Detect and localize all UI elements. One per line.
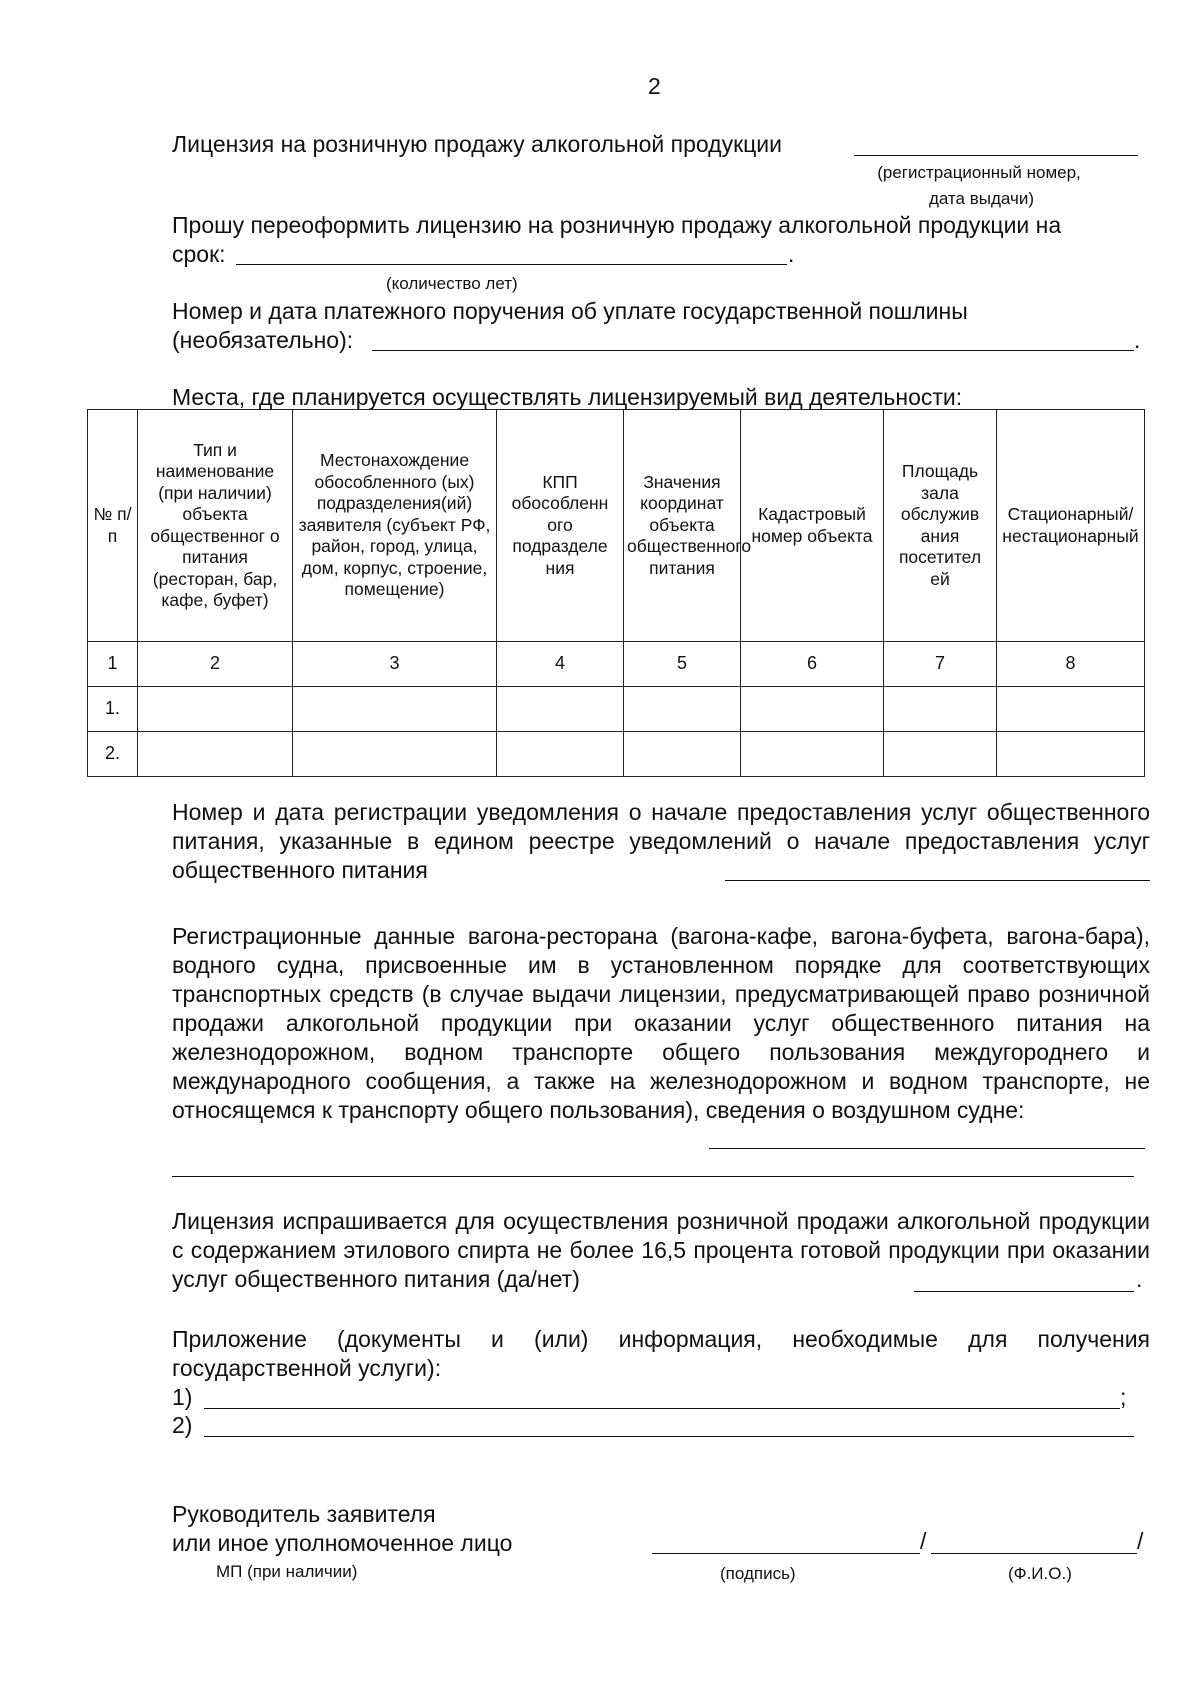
row-number: 2. bbox=[88, 732, 138, 777]
table-row bbox=[88, 687, 1145, 732]
notification-text: Номер и дата регистрации уведомления о начале предоставления услуг общественного питания, указанные в едином реестре уведомлений о начале предоставления услуг общественного питания bbox=[172, 799, 1150, 883]
full-name-hint: (Ф.И.О.) bbox=[1008, 1564, 1072, 1583]
signature-field[interactable] bbox=[652, 1553, 920, 1554]
column-header: КПП обособленн ого подразделе ния bbox=[497, 410, 624, 642]
attachment-1-label: 1) bbox=[172, 1384, 193, 1410]
full-name-field[interactable] bbox=[931, 1553, 1137, 1554]
registration-field-extra[interactable] bbox=[172, 1176, 1134, 1177]
column-header: Тип и наименование (при наличии) объекта общественног о питания (ресторан, бар, кафе, буфет) bbox=[138, 410, 293, 642]
table-cell[interactable] bbox=[997, 687, 1145, 732]
notification-field[interactable] bbox=[725, 880, 1150, 881]
attachment-1-end: ; bbox=[1120, 1384, 1127, 1410]
payment-end: . bbox=[1134, 327, 1141, 353]
column-number: 5 bbox=[624, 642, 741, 687]
table-cell[interactable] bbox=[293, 732, 497, 777]
alcohol-end: . bbox=[1136, 1266, 1143, 1292]
column-number: 4 bbox=[497, 642, 624, 687]
alcohol-text: Лицензия испрашивается для осуществления розничной продажи алкогольной продукции с содержанием этилового спирта не более 16,5 процента готовой продукции при оказании услуг общественного питания (да/нет) bbox=[172, 1208, 1150, 1292]
stamp-label: МП (при наличии) bbox=[216, 1562, 358, 1581]
table-cell[interactable] bbox=[997, 732, 1145, 777]
table-cell[interactable] bbox=[138, 687, 293, 732]
attachments-text: Приложение (документы и (или) информация, необходимые для получения государственной услуги): bbox=[172, 1326, 1150, 1381]
license-hint-2: дата выдачи) bbox=[928, 189, 1034, 208]
column-header: Площадь зала обслужив ания посетител ей bbox=[884, 410, 997, 642]
attachment-1-field[interactable] bbox=[204, 1408, 1120, 1409]
slash-1: / bbox=[920, 1528, 927, 1554]
column-header: Стационарный/ нестационарный bbox=[997, 410, 1145, 642]
term-field[interactable] bbox=[236, 264, 787, 265]
table-cell[interactable] bbox=[884, 687, 997, 732]
term-hint: (количество лет) bbox=[386, 274, 518, 293]
table-cell[interactable] bbox=[497, 732, 624, 777]
table-cell[interactable] bbox=[624, 687, 741, 732]
table-cell[interactable] bbox=[624, 732, 741, 777]
column-number: 7 bbox=[884, 642, 997, 687]
column-header: Местонахождение обособленного (ых) подразделения(ий) заявителя (субъект РФ, район, город, улица, дом, корпус, строение, помещение) bbox=[293, 410, 497, 642]
signature-hint: (подпись) bbox=[720, 1564, 796, 1583]
attachment-2-field[interactable] bbox=[204, 1436, 1134, 1437]
table-cell[interactable] bbox=[741, 687, 884, 732]
column-number: 8 bbox=[997, 642, 1145, 687]
registration-field[interactable] bbox=[709, 1148, 1145, 1149]
attachment-2-label: 2) bbox=[172, 1412, 193, 1438]
column-header: № п/п bbox=[88, 410, 138, 642]
payment-field[interactable] bbox=[372, 350, 1134, 351]
signer-line-2: или иное уполномоченное лицо bbox=[172, 1530, 513, 1556]
payment-text: Номер и дата платежного поручения об уплате государственной пошлины bbox=[172, 298, 968, 324]
column-number-row bbox=[88, 642, 1145, 687]
table-cell[interactable] bbox=[497, 687, 624, 732]
places-heading: Места, где планируется осуществлять лицензируемый вид деятельности: bbox=[172, 384, 963, 410]
registration-text: Регистрационные данные вагона-ресторана (вагона-кафе, вагона-буфета, вагона-бара), водного судна, присвоенные им в установленном порядке для соответствующих транспортных средств (в случае выдачи лицензии, предусматривающей право розничной продажи алкогольной продукции при оказании услуг общественного питания на железнодорожном, водном транспорте общего пользования междугороднего и международного сообщения, а также на железнодорожном и водном транспорте, не относящемся к транспорту общего пользования), сведения о воздушном судне: bbox=[172, 923, 1150, 1123]
column-number: 2 bbox=[138, 642, 293, 687]
payment-optional-label: (необязательно): bbox=[172, 327, 354, 353]
license-hint-1: (регистрационный номер, bbox=[877, 163, 1081, 182]
table-row bbox=[88, 732, 1145, 777]
term-end: . bbox=[788, 241, 795, 267]
signer-line-1: Руководитель заявителя bbox=[172, 1501, 436, 1527]
column-number: 6 bbox=[741, 642, 884, 687]
row-number: 1. bbox=[88, 687, 138, 732]
table-cell[interactable] bbox=[138, 732, 293, 777]
request-text: Прошу переоформить лицензию на розничную продажу алкогольной продукции на bbox=[172, 212, 1062, 238]
page-number: 2 bbox=[648, 73, 661, 99]
column-header: Значения координат объекта общественного питания bbox=[624, 410, 741, 642]
term-label: срок: bbox=[172, 241, 226, 267]
places-table bbox=[87, 409, 1145, 777]
license-number-field[interactable] bbox=[854, 155, 1138, 156]
slash-2: / bbox=[1137, 1528, 1144, 1554]
license-label: Лицензия на розничную продажу алкогольной продукции bbox=[172, 131, 783, 157]
table-cell[interactable] bbox=[741, 732, 884, 777]
table-header-row bbox=[88, 410, 1145, 642]
table-cell[interactable] bbox=[884, 732, 997, 777]
column-number: 1 bbox=[88, 642, 138, 687]
column-header: Кадастровый номер объекта bbox=[741, 410, 884, 642]
alcohol-field[interactable] bbox=[914, 1291, 1134, 1292]
table-cell[interactable] bbox=[293, 687, 497, 732]
column-number: 3 bbox=[293, 642, 497, 687]
